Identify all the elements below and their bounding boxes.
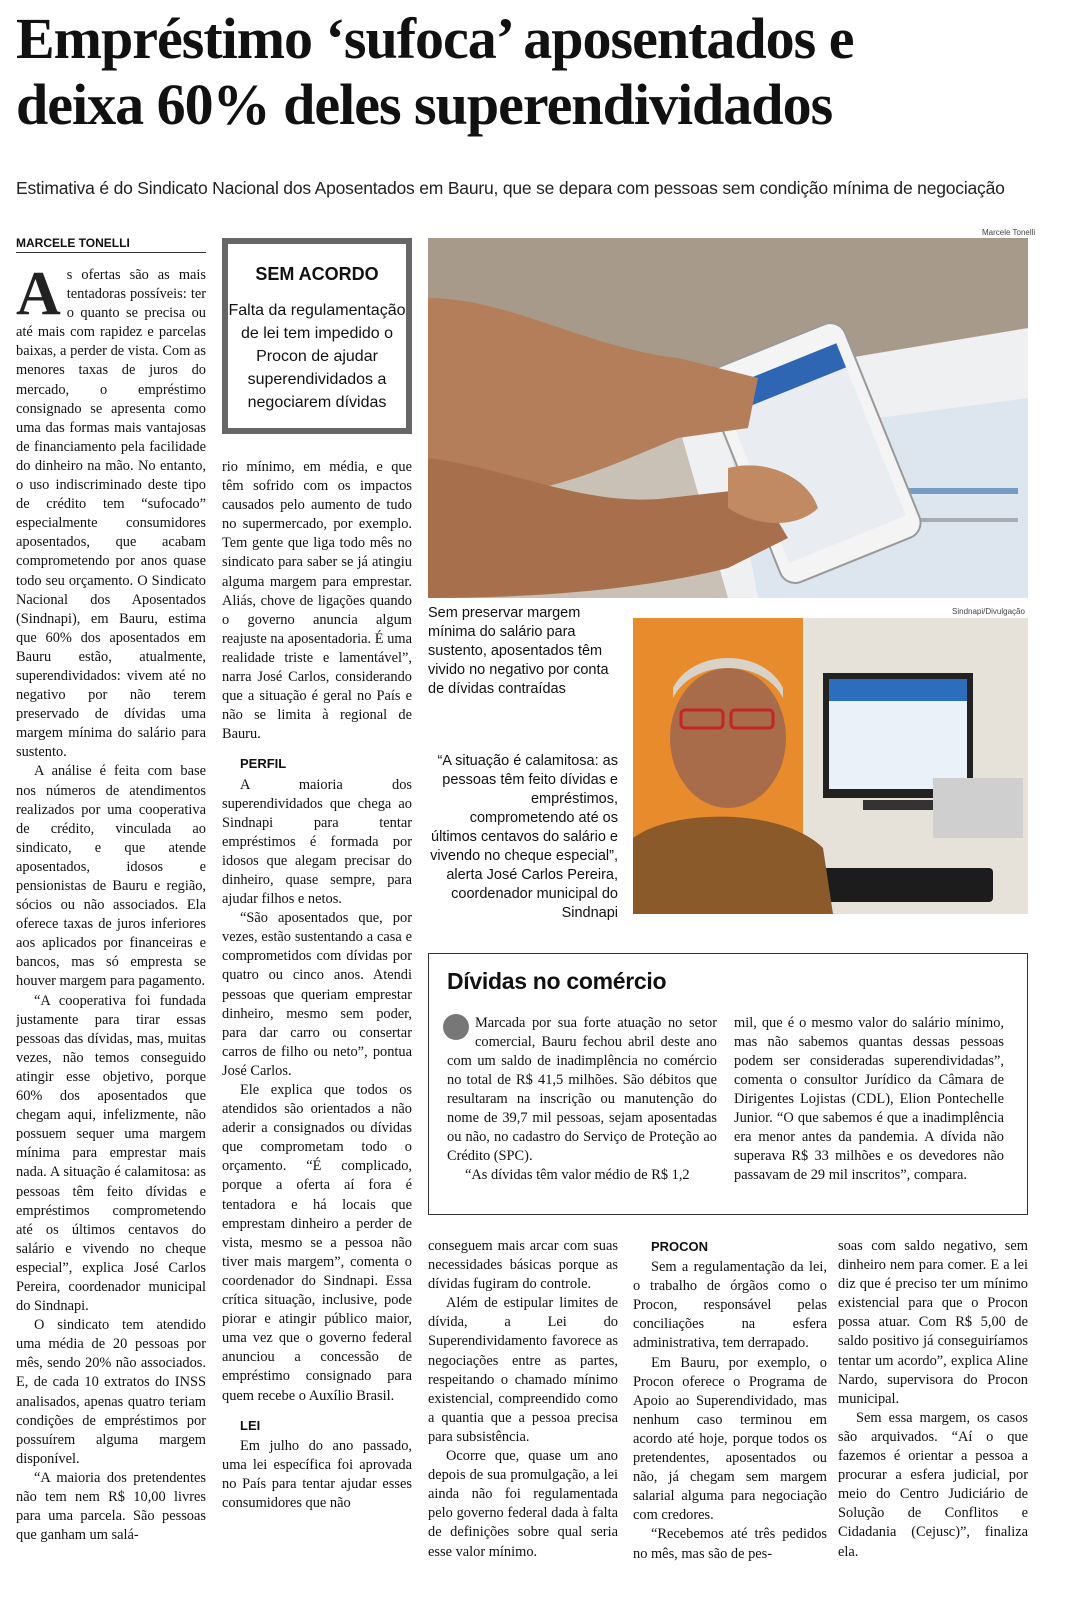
paragraph: A análise é feita com base nos números de atendimentos realizados por uma cooperativa de crédito, vinculada ao sindicato, e que atende aposentados, idosos e pensionistas de Bauru e região, sócios ou não associados. Ela oferece taxas de juros inferiores aos aplicados por financeiras e bancos, mas só empresta se houver margem para pagamento.: [16, 763, 206, 990]
paragraph: A maioria dos superendividados que chega ao Sindnapi para tentar empréstimos é formada por idosos que alegam precisar do dinheiro, quase sempre, para ajudar filhos e netos.: [222, 776, 412, 908]
photo-credit-2: Sindnapi/Divulgação: [952, 607, 1025, 616]
sidebar-text: Falta da regulamentação de lei tem impedido o Procon de ajudar superendividados a negociarem dívidas: [228, 302, 406, 411]
section-heading-lei: LEI: [240, 1417, 261, 1433]
article-column-5: [838, 1237, 1028, 1608]
sidebar-title: SEM ACORDO: [255, 264, 379, 284]
box-column-1: [447, 1014, 717, 1185]
paragraph: mil, que é o mesmo valor do salário mínimo, mas não sabemos quantas dessas pessoas podem ser consideradas superendividadas”, comenta o consultor Jurídico da Câmara de Dirigentes Lojistas (CDL), Elion Pontechelle Junior. “O que sabemos é que a inadimplência era menor antes da pandemia. A dívida não superava R$ 33 milhões e os devedores não passavam de 29 mil inscritos”, compara.: [734, 1015, 1004, 1183]
article-column-1: [16, 266, 206, 1608]
paragraph: s ofertas são as mais tentadoras possíveis: ter o quanto se precisa ou até mais com rapidez e parcelas baixas, a perder de vista. Com as menores taxas de juros do mercado, o empréstimo consignado se apresenta como uma das formas mais vantajosas de financiamento pela facilidade do dinheiro na mão. No entanto, o uso indiscriminado deste tipo de crédito tem “sufocado” especialmente consumidores aposentados, que acabam comprometendo por anos quase todo seu orçamento. O Sindicato Nacional dos Aposentados (Sindnapi), em Bauru, estima que 60% dos aposentados em Bauru estão, atualmente, superendividados: vivem até no negativo por não terem preservado de dívidas uma margem mínima do salário para sustento.: [16, 267, 206, 761]
article-column-3: [428, 1237, 618, 1608]
paragraph: Em Bauru, por exemplo, o Procon oferece o Programa de Apoio ao Superendividado, mas nenhum caso terminou em acordo até hoje, porque todos os pretendentes, aposentados ou não, já chegam sem margem salarial alguma para negociação com credores.: [633, 1354, 827, 1524]
paragraph: “São aposentados que, por vezes, estão sustentando a casa e comprometidos com dívidas por quatro ou cinco anos. Atendi pessoas que queriam emprestar dinheiro, mesmo sem poder, para dar carro ou consertar carros de filho ou neto”, pontua José Carlos.: [222, 910, 412, 1079]
photo-man-computer-illustration: [633, 618, 1028, 914]
photo-hands-phone: [428, 238, 1028, 598]
paragraph: Sem a regulamentação da lei, o trabalho de órgãos como o Procon, responsável pelas conciliações na esfera administrativa, tem derrapado.: [633, 1259, 827, 1352]
paragraph: Ele explica que todos os atendidos são orientados a não aderir a consignados ou dívidas que comprometam todo o orçamento. “É complicado, porque a oferta aí fora é tentadora e há locais que emprestam dinheiro a perder de vista, mesmo se a pessoa não tiver mais margem”, comenta o coordenador do Sindnapi. Essa crítica situação, inclusive, pode piorar e atingir público maior, uma vez que o governo federal anunciou a concessão de empréstimo consignado para quem recebe o Auxílio Brasil.: [222, 1082, 412, 1404]
headline-line-1: Empréstimo ‘sufoca’ aposentados e: [16, 6, 854, 71]
paragraph: Em julho do ano passado, uma lei específica foi aprovada no País para tentar ajudar esses consumidores que não: [222, 1437, 412, 1511]
sidebar-box: [222, 238, 412, 434]
paragraph: “A cooperativa foi fundada justamente para tirar essas pessoas das dívidas, mas, muitas vezes, não temos conseguido atingir esse objetivo, porque 60% dos aposentados que chegam aqui, infelizmente, não possuem sequer uma margem mínima para emprestar mais nada. A situação é calamitosa: as pessoas têm feito dívidas e empréstimos comprometendo até os últimos centavos do salário e vivendo no cheque especial”, explica José Carlos Pereira, coordenador municipal do Sindnapi.: [16, 992, 206, 1315]
byline: MARCELE TONELLI: [16, 236, 206, 253]
dropcap: A: [16, 266, 61, 328]
box-column-2: [734, 1014, 1004, 1185]
box-title: Dívidas no comércio: [447, 968, 667, 994]
paragraph: Ocorre que, quase um ano depois de sua promulgação, a lei ainda não foi regulamentada pelo governo federal dada à falta de definições sobre qual seria esse valor mínimo.: [428, 1448, 618, 1560]
headline: [16, 6, 1056, 138]
paragraph: conseguem mais arcar com suas necessidades básicas porque as dívidas fugiram do controle.: [428, 1238, 618, 1293]
article-column-4: [633, 1237, 827, 1608]
paragraph: Marcada por sua forte atuação no setor comercial, Bauru fechou abril deste ano com um saldo de inadimplência no comércio no total de R$ 41,5 milhões. São débitos que resultaram na inscrição ou manutenção do nome de 39,7 mil pessoas, sejam aposentadas ou não, no cadastro do Serviço de Proteção ao Crédito (SPC).: [447, 1015, 717, 1164]
bullet-dot-icon: [443, 1014, 469, 1040]
article-column-2: [222, 458, 412, 1608]
paragraph: soas com saldo negativo, sem dinheiro nem para comer. E a lei diz que é preciso ter um mínimo existencial para que o Procon possa atuar. Com R$ 5,00 de saldo positivo já conseguiríamos tentar um acordo”, explica Aline Nardo, supervisora do Procon municipal.: [838, 1238, 1028, 1407]
paragraph: “Recebemos até três pedidos no mês, mas são de pes-: [633, 1526, 827, 1562]
subtitle: Estimativa é do Sindicato Nacional dos Aposentados em Bauru, que se depara com pessoas sem condição mínima de negociação: [16, 178, 1005, 198]
photo-hands-phone-illustration: [428, 238, 1028, 598]
section-heading-perfil: PERFIL: [240, 756, 287, 772]
photo-man-computer: [633, 618, 1028, 914]
section-heading-procon: PROCON: [651, 1239, 709, 1254]
paragraph: O sindicato tem atendido uma média de 20 pessoas por mês, sendo 20% não associados. E, de cada 10 extratos do INSS analisados, apenas quatro teriam condições de empréstimos por possuírem alguma margem disponível.: [16, 1317, 206, 1467]
photo-caption-1: Sem preservar margem mínima do salário para sustento, aposentados têm vivido no negativo por conta de dívidas contraídas: [428, 605, 609, 697]
paragraph: “As dívidas têm valor médio de R$ 1,2: [465, 1167, 690, 1183]
paragraph: rio mínimo, em média, e que têm sofrido com os impactos causados pelo aumento de tudo no supermercado, por exemplo. Tem gente que liga todo mês no sindicato para saber se já atingiu alguma margem para emprestar. Aliás, chove de ligações quando o governo anuncia algum reajuste na aposentadoria. É uma realidade triste e lamentável”, narra José Carlos, considerando que a situação é geral no País e não se limita à regional de Bauru.: [222, 459, 412, 743]
photo-credit-1: Marcele Tonelli: [982, 228, 1036, 237]
paragraph: “A maioria dos pretendentes não tem nem R$ 10,00 livres para uma parcela. São pessoas que ganham um salá-: [16, 1469, 206, 1544]
paragraph: Além de estipular limites de dívida, a Lei do Superendividamento favorece as negociações entre as partes, respeitando o chamado mínimo existencial, compreendido como a quantia que a pessoa precisa para subsistência.: [428, 1295, 618, 1445]
paragraph: Sem essa margem, os casos são arquivados. “Aí o que fazemos é orientar a pessoa a procurar a esfera judicial, por meio do Centro Judiciário de Solução de Conflitos e Cidadania (Cejusc)”, finaliza ela.: [838, 1409, 1028, 1560]
photo-caption-2: “A situação é calamitosa: as pessoas têm feito dívidas e empréstimos, comprometendo até os últimos centavos do salário e vivendo no cheque especial”, alerta José Carlos Pereira, coordenador municipal do Sindnapi: [430, 753, 618, 921]
headline-line-2: deixa 60% deles superendividados: [16, 72, 833, 137]
info-box: [428, 953, 1028, 1215]
